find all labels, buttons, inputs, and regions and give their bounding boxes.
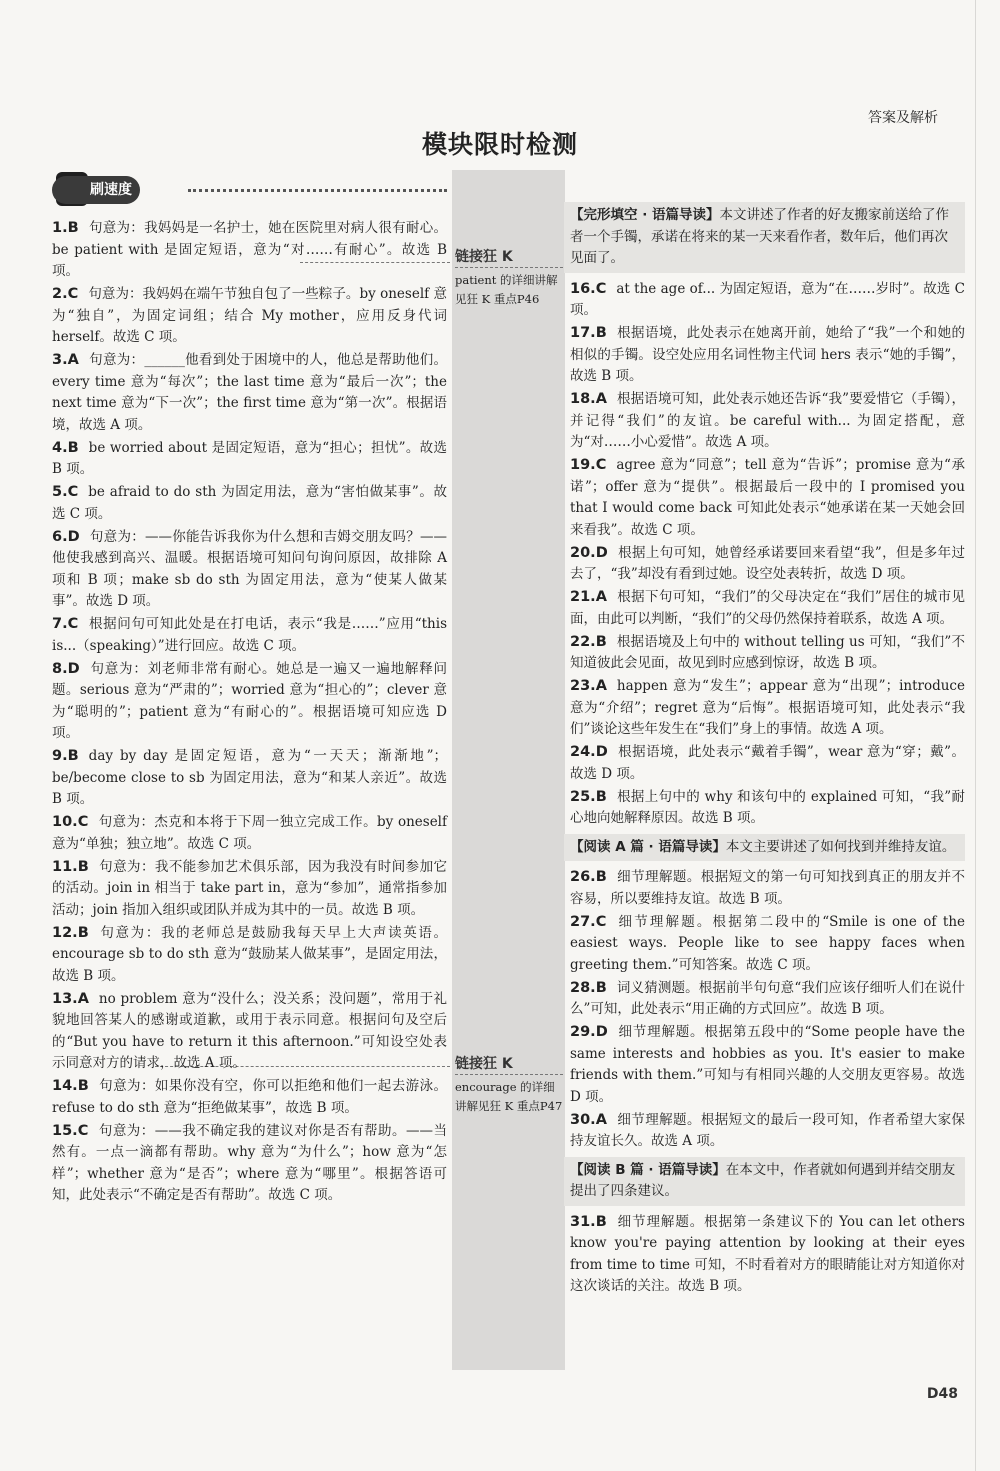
explanation-text: be afraid to do sth 为固定用法，意为“害怕做某事”。故选 C 项。: [52, 484, 447, 522]
dotted-divider: [188, 189, 447, 192]
answer-item: [570, 1212, 965, 1298]
answer-item: [570, 323, 965, 388]
question-number: 5.: [52, 484, 68, 500]
link-icon-title: 链接狂 K: [455, 1055, 563, 1075]
question-number: 17.: [570, 325, 596, 341]
page-title: 模块限时检测: [421, 130, 578, 159]
answer-item: [52, 857, 447, 922]
question-number: 11.: [52, 858, 78, 875]
answer-letter: D: [595, 744, 608, 760]
answer-letter: B: [67, 748, 79, 764]
question-number: 14.: [52, 1078, 78, 1094]
question-number: 19.: [570, 457, 596, 473]
answer-letter: A: [77, 990, 89, 1007]
answer-item: [570, 632, 965, 675]
answer-item: [570, 742, 965, 785]
question-number: 26.: [570, 869, 596, 885]
answer-letter: C: [595, 280, 607, 297]
explanation-text: 根据上句可知，她曾经承诺要回来看望“我”，但是多年过去了，“我”却没有看到过她。设空处表转折，故选 D 项。: [570, 544, 965, 582]
answer-letter: C: [595, 913, 607, 930]
explanation-text: 细节理解题。根据第二段中的“Smile is one of the easiest ways. People like to see happy faces when greeting them.”可知答案。故选 C 项。: [570, 913, 965, 973]
explanation-text: 句意为：如果你没有空，你可以拒绝和他们一起去游泳。refuse to do sth 意为“拒绝做某事”，故选 B 项。: [52, 1078, 447, 1116]
explanation-text: 根据语境，此处表示“戴着手镯”，wear 意为“穿；戴”。故选 D 项。: [570, 744, 965, 782]
question-number: 30.: [570, 1111, 596, 1128]
section-label: 答案及解析: [868, 110, 938, 126]
question-number: 2.: [52, 286, 68, 302]
answer-item: [52, 350, 447, 436]
answer-letter: B: [595, 979, 607, 996]
answer-item: [570, 1022, 965, 1108]
answers-left-column: [52, 218, 447, 1208]
answer-item: [570, 587, 965, 630]
explanation-text: 句意为：我妈妈在端午节独自包了一些粽子。by oneself 意为“独自”，为固定词组；结合 My mother，应用反身代词 herself。故选 C 项。: [52, 286, 447, 345]
answer-item: [52, 659, 447, 745]
explanation-text: 根据上句中的 why 和该句中的 explained 可知，“我”耐心地向她解释原因。故选 B 项。: [570, 788, 965, 826]
answer-item: [570, 676, 965, 741]
question-number: 12.: [52, 924, 78, 941]
answer-letter: B: [595, 869, 607, 885]
answer-item: [570, 912, 965, 977]
answer-letter: A: [595, 678, 607, 694]
link-note-encourage: [455, 1055, 563, 1116]
answer-letter: D: [67, 660, 80, 677]
answer-letter: C: [77, 814, 89, 830]
answer-item: [570, 1110, 965, 1153]
page-edge-line: [975, 0, 976, 1471]
explanation-text: 细节理解题。根据短文的最后一段可知，作者希望大家保持友谊长久。故选 A 项。: [570, 1111, 965, 1149]
explanation-text: day by day 是固定短语，意为“一天天；渐渐地”；be/become close to sb 为固定用法，意为“和某人亲近”。故选 B 项。: [52, 748, 447, 807]
answer-letter: A: [595, 391, 607, 407]
question-number: 9.: [52, 748, 68, 764]
question-number: 13.: [52, 990, 78, 1007]
answer-letter: D: [595, 1024, 608, 1040]
question-number: 18.: [570, 391, 596, 407]
answer-letter: D: [595, 544, 608, 561]
question-number: 15.: [52, 1122, 78, 1139]
answer-item: [52, 812, 447, 855]
page-number: D48: [926, 1386, 958, 1402]
question-number: 25.: [570, 788, 596, 805]
explanation-text: 句意为：我妈妈是一名护士，她在医院里对病人很有耐心。be patient with 是固定短语，意为“对……有耐心”。故选 B 项。: [52, 220, 447, 279]
explanation-text: 句意为：我不能参加艺术俱乐部，因为我没有时间参加它的活动。join in 相当于 take part in，意为“参加”，通常指参加活动；join 指加入组织或团队并成为其中的一员。故选 B 项。: [52, 858, 447, 918]
answer-item: [570, 787, 965, 830]
explanation-text: 句意为：杰克和本将于下周一独立完成工作。by oneself 意为“单独；独立地”。故选 C 项。: [52, 814, 447, 852]
explanation-text: 根据语境，此处表示在她离开前，她给了“我”一个和她的相似的手镯。设空处应用名词性物主代词 hers 表示“她的手镯”，故选 B 项。: [570, 325, 965, 384]
answer-item: [570, 389, 965, 454]
answer-letter: B: [77, 924, 89, 941]
question-number: 24.: [570, 744, 596, 760]
answer-letter: B: [77, 858, 89, 875]
reading-b-guide: 【阅读 B 篇 · 语篇导读】在本文中，作者就如何遇到并结交朋友提出了四条建议。: [564, 1157, 965, 1206]
answer-letter: A: [595, 589, 607, 605]
answer-item: [52, 482, 447, 525]
answer-item: [570, 978, 965, 1021]
answer-letter: A: [67, 352, 79, 368]
answer-letter: B: [67, 439, 79, 456]
answer-item: [52, 527, 447, 613]
answer-item: [52, 1076, 447, 1119]
question-number: 27.: [570, 913, 596, 930]
sidebar-notes-column: [452, 170, 565, 1370]
answer-item: [570, 543, 965, 586]
reading-a-guide: 【阅读 A 篇 · 语篇导读】本文主要讲述了如何找到并维持友谊。: [564, 834, 965, 862]
answer-letter: B: [67, 220, 79, 236]
answer-item: [570, 279, 965, 322]
explanation-text: agree 意为“同意”；tell 意为“告诉”；promise 意为“承诺”；offer 意为“提供”。根据最后一段中的 I promised you that I would come back 可知此处表示“她承诺在某一天她会回来看我”。故选 C 项。: [570, 457, 965, 538]
note-body: encourage 的详细讲解见狂 K 重点P47: [455, 1080, 563, 1113]
question-number: 31.: [570, 1213, 596, 1230]
question-number: 7.: [52, 616, 68, 632]
answer-item: [52, 438, 447, 481]
speed-tab-label: 刷速度: [52, 176, 140, 204]
answer-item: [570, 867, 965, 910]
question-number: 3.: [52, 352, 68, 368]
explanation-text: at the age of... 为固定短语，意为“在……岁时”。故选 C 项。: [570, 280, 965, 318]
question-number: 29.: [570, 1024, 596, 1040]
explanation-text: 根据语境及上句中的 without telling us 可知，“我们”不知道彼此会见面，故见到时应感到惊讶，故选 B 项。: [570, 633, 965, 671]
explanation-text: no problem 意为“没什么；没关系；没问题”，常用于礼貌地回答某人的感谢或道歉，或用于表示同意。根据问句及空后的“But you have to return it this afternoon.”可知设空处表示同意对方的请求，故选 A 项。: [52, 990, 447, 1071]
answers-right-column: [570, 198, 965, 1299]
question-number: 4.: [52, 439, 68, 456]
explanation-text: happen 意为“发生”；appear 意为“出现”；introduce 意为“介绍”；regret 意为“后悔”。根据语境可知，此处表示“我们”谈论这些年发生在“我们”身上的事情。故选 A 项。: [570, 678, 965, 737]
question-number: 23.: [570, 678, 596, 694]
note-body: patient 的详细讲解见狂 K 重点P46: [455, 273, 558, 306]
answer-letter: C: [595, 457, 607, 473]
answer-letter: B: [77, 1078, 89, 1094]
answer-item: [52, 989, 447, 1075]
answer-letter: C: [67, 616, 79, 632]
question-number: 20.: [570, 544, 596, 561]
explanation-text: 细节理解题。根据短文的第一句可知找到真正的朋友并不容易，所以要维持友谊。故选 B 项。: [570, 869, 965, 907]
answer-letter: B: [595, 633, 607, 650]
link-icon-title: 链接狂 K: [455, 248, 563, 268]
explanation-text: 句意为：——你能告诉我你为什么想和吉姆交朋友吗？——他使我感到高兴、温暖。根据语境可知问句询问原因，故排除 A 项和 B 项；make sb do sth 为固定用法，意为“使某人做某事”。故选 D 项。: [52, 528, 447, 609]
answer-letter: A: [595, 1111, 607, 1128]
explanation-text: 句意为：刘老师非常有耐心。她总是一遍又一遍地解释问题。serious 意为“严肃的”；worried 意为“担心的”；clever 意为“聪明的”；patient 意为“有耐心的”。根据语境可知应选 D 项。: [52, 660, 447, 741]
answer-letter: C: [67, 484, 79, 500]
answer-letter: D: [67, 528, 80, 545]
question-number: 22.: [570, 633, 596, 650]
question-number: 8.: [52, 660, 68, 677]
answer-item: [52, 614, 447, 657]
question-number: 6.: [52, 528, 68, 545]
answer-item: [52, 923, 447, 988]
answer-letter: B: [595, 1213, 607, 1230]
answer-item: [52, 746, 447, 811]
speed-section-tab: [52, 176, 447, 206]
answer-letter: C: [77, 1122, 89, 1139]
cloze-guide: 【完形填空 · 语篇导读】本文讲述了作者的好友搬家前送给了作者一个手镯，承诺在将来的某一天来看作者，数年后，他们再次见面了。: [564, 202, 965, 273]
question-number: 16.: [570, 280, 596, 297]
question-number: 10.: [52, 814, 78, 830]
answer-letter: B: [595, 788, 607, 805]
answer-letter: C: [67, 286, 79, 302]
explanation-text: 句意为：我的老师总是鼓励我每天早上大声读英语。encourage sb to do sth 意为“鼓励某人做某事”，是固定用法，故选 B 项。: [52, 924, 447, 984]
link-note-patient: [455, 248, 563, 309]
answer-letter: B: [595, 325, 607, 341]
explanation-text: 细节理解题。根据第一条建议下的 You can let others know you're paying attention by looking at their eyes from time to time 可知，不时看着对方的眼睛能让对方知道你对这次谈话的关注。故选 B 项。: [570, 1213, 965, 1294]
answer-item: [52, 1121, 447, 1207]
answer-item: [570, 455, 965, 541]
explanation-text: 句意为：——我不确定我的建议对你是否有帮助。——当然有。一点一滴都有帮助。why 意为“为什么”；how 意为“怎样”；whether 意为“是否”；where 意为“哪里”。根据答语可知，此处表示“不确定是否有帮助”。故选 C 项。: [52, 1122, 447, 1203]
question-number: 1.: [52, 220, 68, 236]
explanation-text: 句意为：______他看到处于困境中的人，他总是帮助他们。every time 意为“每次”；the last time 意为“最后一次”；the next time 意为“下一次”；the first time 意为“第一次”。根据语境，故选 A 项。: [52, 352, 447, 433]
explanation-text: 根据问句可知此处是在打电话，表示“我是……”应用“this is...（speaking）”进行回应。故选 C 项。: [52, 616, 447, 654]
explanation-text: be worried about 是固定短语，意为“担心；担忧”。故选 B 项。: [52, 439, 447, 477]
explanation-text: 词义猜测题。根据前半句句意“我们应该仔细听人们在说什么”可知，此处表示“用正确的方式回应”。故选 B 项。: [570, 979, 965, 1017]
explanation-text: 根据语境可知，此处表示她还告诉“我”要爱惜它（手镯），并记得“我们”的友谊。be careful with... 为固定搭配，意为“对……小心爱惜”。故选 A 项。: [570, 391, 965, 450]
answer-item: [52, 284, 447, 349]
answer-item: [52, 218, 447, 283]
question-number: 28.: [570, 979, 596, 996]
question-number: 21.: [570, 589, 596, 605]
explanation-text: 根据下句可知，“我们”的父母决定在“我们”居住的城市见面，由此可以判断，“我们”的父母仍然保持着联系，故选 A 项。: [570, 589, 965, 627]
explanation-text: 细节理解题。根据第五段中的“Some people have the same interests and hobbies as you. It's easier to make friends with them.”可知与有相同兴趣的人交朋友更容易。故选 D 项。: [570, 1024, 965, 1105]
